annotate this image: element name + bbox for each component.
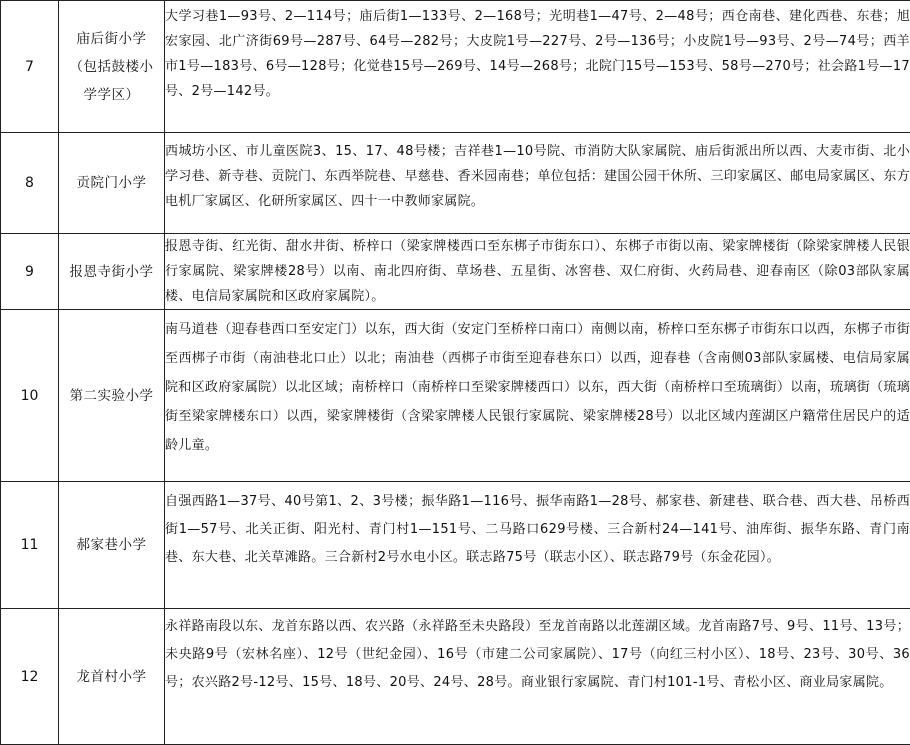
school-name-text: 郝家巷小学 bbox=[59, 531, 164, 559]
area-description: 永祥路南段以东、龙首东路以西、农兴路（永祥路至未央路段）至龙首南路以北莲湖区域。龙首南路7号、9号、11号、13号；未央路9号（宏林名座）、12号（世纪金园）、16号（市建二公司家属院）、17号（向红三村小区）、18号、23号、30号、36号；农兴路2号-12号、15号、18号、20号、24号、28号。商业银行家属院、青门村101-1号、青松小区、商业局家属院。 bbox=[165, 609, 910, 745]
school-name bbox=[59, 310, 165, 482]
school-name bbox=[59, 133, 165, 234]
school-name bbox=[59, 482, 165, 609]
table-row bbox=[1, 609, 910, 745]
row-number: 11 bbox=[1, 482, 59, 609]
table-row bbox=[1, 234, 910, 310]
school-name-text: 庙后街小学（包括鼓楼小学学区） bbox=[65, 25, 158, 109]
school-name-text: 龙首村小学 bbox=[59, 663, 164, 691]
area-description: 西城坊小区、市儿童医院3、15、17、48号楼；吉祥巷1—10号院、市消防大队家属院、庙后街派出所以西、大麦市街、北小学习巷、新寺巷、贡院门、东西举院巷、早慈巷、香米园南巷；单位包括：建国公园干休所、三印家属区、邮电局家属区、东方电机厂家属区、化研所家属区、四十一中教师家属院。 bbox=[165, 133, 910, 234]
row-number: 12 bbox=[1, 609, 59, 745]
school-name bbox=[59, 1, 165, 133]
area-description: 自强西路1—37号、40号第1、2、3号楼；振华路1—116号、振华南路1—28号、郝家巷、新建巷、联合巷、西大巷、吊桥西街1—57号、北关正街、阳光村、青门村1—151号、二马路口629号楼、三合新村24—141号、油库街、振华东路、青门南巷、东大巷、北关草滩路。三合新村2号水电小区。联志路75号（联志小区）、联志路79号（东金花园）。 bbox=[165, 482, 910, 609]
row-number: 8 bbox=[1, 133, 59, 234]
row-number: 9 bbox=[1, 234, 59, 310]
area-description: 报恩寺街、红光街、甜水井街、桥梓口（梁家牌楼西口至东梆子市街东口）、东梆子市街以南、梁家牌楼街（除梁家牌楼人民银行家属院、梁家牌楼28号）以南、南北四府街、草场巷、五星街、冰窖巷、双仁府街、火药局巷、迎春南区（除03部队家属楼、电信局家属院和区政府家属院）。 bbox=[165, 234, 910, 310]
school-name-text: 第二实验小学 bbox=[59, 382, 164, 410]
table-row bbox=[1, 1, 910, 133]
school-name bbox=[59, 609, 165, 745]
school-name-text: 贡院门小学 bbox=[59, 169, 164, 197]
area-description: 南马道巷（迎春巷西口至安定门）以东，西大街（安定门至桥梓口南口）南侧以南，桥梓口至东梆子市街东口以西，东梆子市街至西梆子市街（南油巷北口止）以北；南油巷（西梆子市街至迎春巷东口）以西，迎春巷（含南侧03部队家属楼、电信局家属院和区政府家属院）以北区域；南桥梓口（南桥梓口至梁家牌楼西口）以东，西大街（南桥梓口至琉璃街）以南，琉璃街（琉璃街至梁家牌楼东口）以西，梁家牌楼街（含梁家牌楼人民银行家属院、梁家牌楼28号）以北区域内莲湖区户籍常住居民户的适龄儿童。 bbox=[165, 310, 910, 482]
table-row bbox=[1, 133, 910, 234]
row-number: 10 bbox=[1, 310, 59, 482]
area-description: 大学习巷1—93号、2—114号；庙后街1—133号、2—168号；光明巷1—47号、2—48号；西仓南巷、建化西巷、东巷；旭宏家园、北广济街69号—287号、64号—282号；大皮院1号—227号、2号—136号；小皮院1号—93号、2号—74号；西羊市1号—183号、6号—128号；化觉巷15号—269号、14号—268号；北院门15号—153号、58号—270号；社会路1号—17号、2号—142号。 bbox=[165, 1, 910, 133]
table-row bbox=[1, 482, 910, 609]
row-number: 7 bbox=[1, 1, 59, 133]
school-name-text: 报恩寺街小学 bbox=[59, 258, 164, 286]
table-row bbox=[1, 310, 910, 482]
school-name bbox=[59, 234, 165, 310]
